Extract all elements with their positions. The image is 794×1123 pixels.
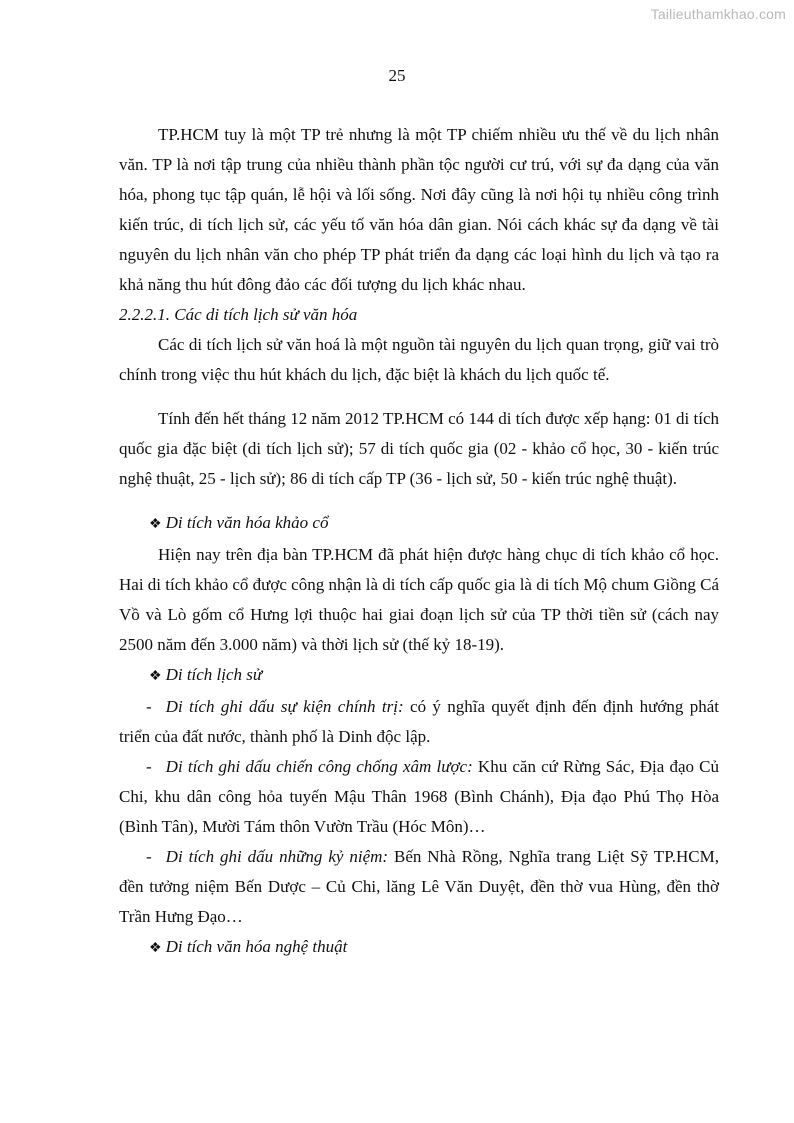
art-heading-text: Di tích văn hóa nghệ thuật	[165, 937, 348, 956]
section-heading: 2.2.2.1. Các di tích lịch sử văn hóa	[119, 305, 358, 324]
section-paragraph-2: Tính đến hết tháng 12 năm 2012 TP.HCM có 144 di tích được xếp hạng: 01 di tích quốc gia đặc biệt (di tích lịch sử); 57 di tích quốc gia (02 - khảo cổ học, 30 - kiến trúc nghệ thuật, 25 - lịch sử); 86 di tích cấp TP (36 - lịch sử, 50 - kiến trúc nghệ thuật).	[119, 409, 719, 488]
history-heading	[149, 660, 719, 692]
history-item-text: có ý nghĩa quyết định đến định hướng phát triển của đất nước, thành phố là Dinh độc lập.	[119, 697, 719, 746]
history-heading-text: Di tích lịch sử	[165, 665, 263, 684]
history-item-text: Bến Nhà Rồng, Nghĩa trang Liệt Sỹ TP.HCM, đền tưởng niệm Bến Dược – Củ Chi, lăng Lê Văn Duyệt, đền thờ vua Hùng, đền thờ Trần Hưng Đạo…	[119, 847, 719, 926]
diamond-bullet-icon: ❖	[149, 669, 162, 684]
history-item-text: Khu căn cứ Rừng Sác, Địa đạo Củ Chi, khu dân công hỏa tuyến Mậu Thân 1968 (Bình Chánh), Địa đạo Phú Thọ Hòa (Bình Tân), Mười Tám thôn Vườn Trầu (Hóc Môn)…	[119, 757, 720, 836]
archaeology-heading-text: Di tích văn hóa khảo cổ	[165, 513, 329, 532]
dash-bullet: -	[146, 697, 152, 716]
archaeology-heading	[149, 508, 719, 540]
dash-bullet: -	[146, 757, 152, 776]
archaeology-paragraph: Hiện nay trên địa bàn TP.HCM đã phát hiện được hàng chục di tích khảo cổ học. Hai di tích khảo cổ được công nhận là di tích cấp quốc gia là di tích Mộ chum Giồng Cá Vồ và Lò gốm cổ Hưng lợi thuộc hai giai đoạn lịch sử của TP thời tiền sử (cách nay 2500 năm đến 3.000 năm) và thời lịch sử (thế kỷ 18-19).	[119, 545, 719, 654]
intro-paragraph: TP.HCM tuy là một TP trẻ nhưng là một TP chiếm nhiều ưu thế về du lịch nhân văn. TP là nơi tập trung của nhiều thành phần tộc người cư trú, với sự đa dạng của văn hóa, phong tục tập quán, lễ hội và lối sống. Nơi đây cũng là nơi hội tụ nhiều công trình kiến trúc, di tích lịch sử, các yếu tố văn hóa dân gian. Nói cách khác sự đa dạng về tài nguyên du lịch nhân văn cho phép TP phát triển đa dạng các loại hình du lịch và tạo ra khả năng thu hút đông đảo các đối tượng du lịch khác nhau.	[119, 125, 719, 294]
section-paragraph-1: Các di tích lịch sử văn hoá là một nguồn tài nguyên du lịch quan trọng, giữ vai trò chính trong việc thu hút khách du lịch, đặc biệt là khách du lịch quốc tế.	[119, 335, 719, 384]
page-number: 25	[388, 66, 406, 85]
watermark: Tailieuthamkhao.com	[650, 6, 786, 22]
history-item-memorial	[119, 842, 719, 932]
history-item-label: Di tích ghi dấu chiến công chống xâm lược:	[165, 757, 473, 776]
diamond-bullet-icon: ❖	[149, 517, 162, 532]
document-body	[119, 120, 719, 964]
diamond-bullet-icon: ❖	[149, 941, 162, 956]
history-item-political	[119, 692, 719, 752]
dash-bullet: -	[146, 847, 152, 866]
history-item-label: Di tích ghi dấu những kỷ niệm:	[165, 847, 389, 866]
history-item-label: Di tích ghi dấu sự kiện chính trị:	[165, 697, 404, 716]
art-heading	[149, 932, 719, 964]
history-item-resistance	[119, 752, 719, 842]
